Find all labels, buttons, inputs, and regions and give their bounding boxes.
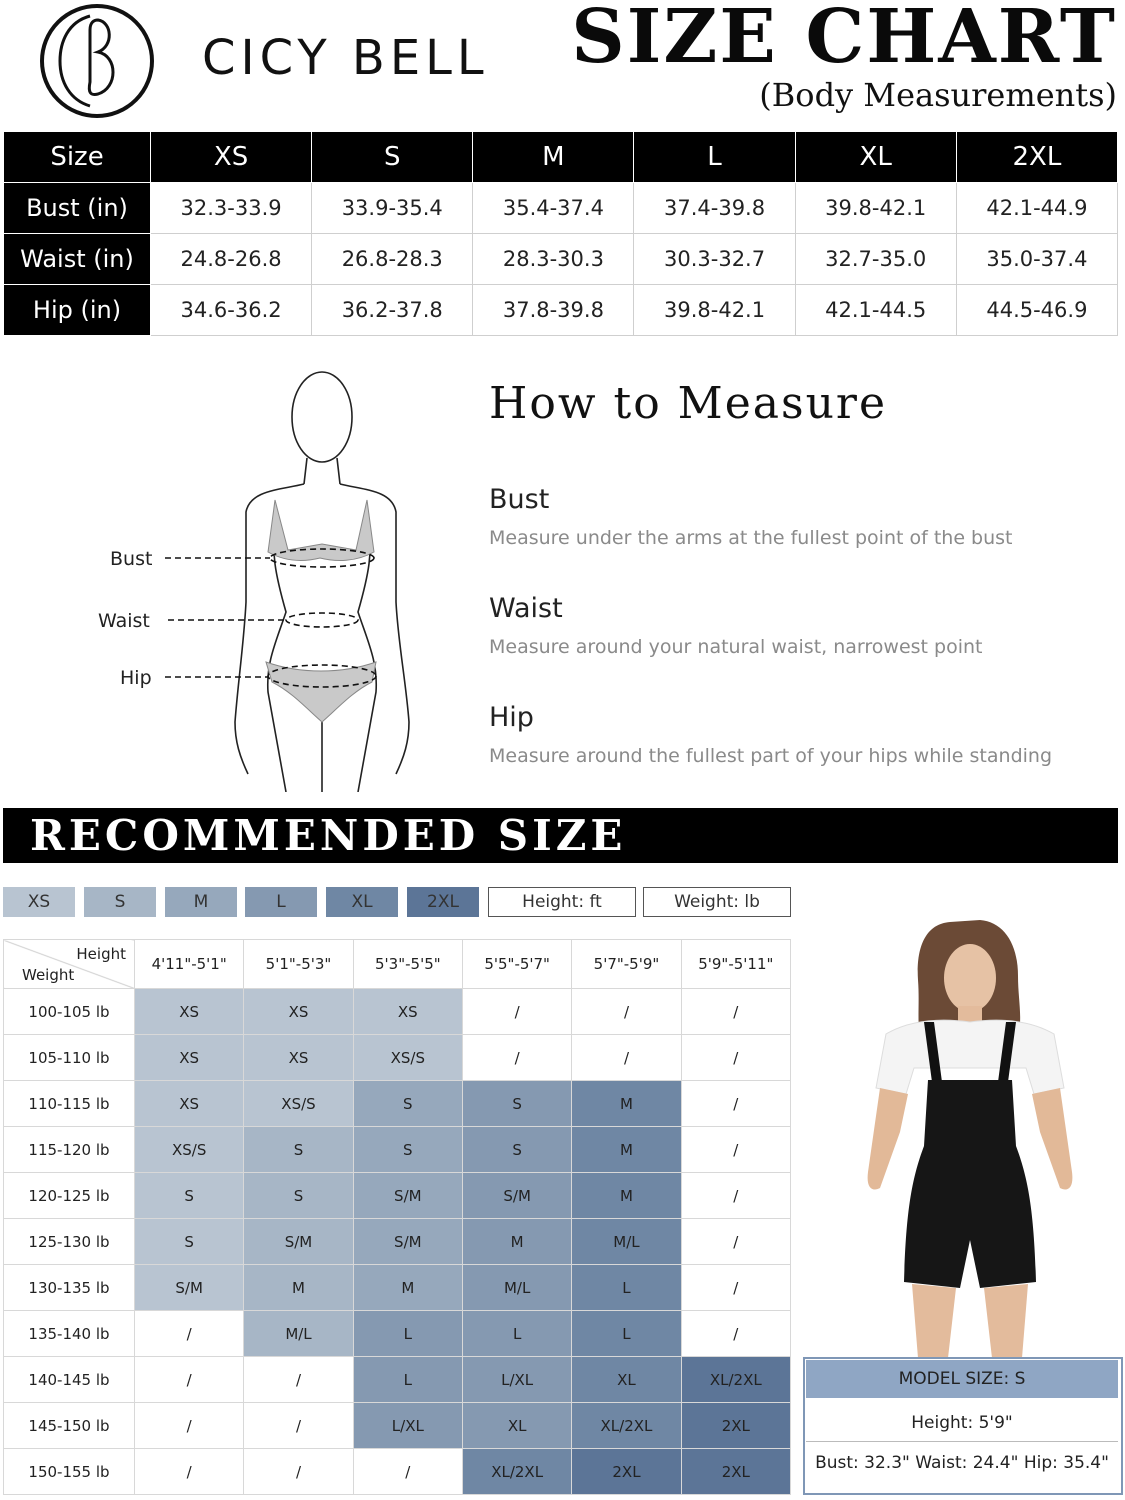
model-face [944,944,996,1012]
size-cell: XS [135,1081,244,1127]
size-cell: XS [135,989,244,1035]
corner-height-label: Height [76,945,126,963]
size-cell: XL [462,1403,571,1449]
table-row [4,234,1118,285]
size-cell: / [135,1449,244,1495]
size-cell: L [572,1311,681,1357]
table-cell: 35.0-37.4 [956,234,1117,285]
table-cell: 24.8-26.8 [151,234,312,285]
waist-heading: Waist [489,593,563,624]
size-cell: / [462,1035,571,1081]
size-cell: XL/2XL [681,1357,790,1403]
height-header: 5'3"-5'5" [353,940,462,989]
table-cell: 37.8-39.8 [473,285,634,336]
legend-height-unit: Height: ft [488,887,636,917]
size-cell: / [244,1449,353,1495]
size-cell: / [462,989,571,1035]
figure-label-hip: Hip [120,667,152,689]
weight-label: 140-145 lb [4,1357,135,1403]
size-cell: 2XL [681,1449,790,1495]
size-cell: S [135,1173,244,1219]
size-cell: M [462,1219,571,1265]
size-cell: L [353,1357,462,1403]
bust-heading: Bust [489,484,550,515]
size-cell: / [681,1127,790,1173]
height-header: 5'9"-5'11" [681,940,790,989]
size-cell: L [462,1311,571,1357]
height-header: 5'5"-5'7" [462,940,571,989]
legend-weight-unit: Weight: lb [643,887,791,917]
size-header-cell: 2XL [956,132,1117,183]
table-cell: 30.3-32.7 [634,234,795,285]
size-cell: / [353,1449,462,1495]
legend-2xl: 2XL [407,887,479,917]
table-row [4,285,1118,336]
legend-m: M [165,887,237,917]
corner-cell [4,940,135,989]
model-size-label: MODEL SIZE: S [806,1360,1118,1398]
model-divider [806,1441,1118,1442]
weight-label: 150-155 lb [4,1449,135,1495]
row-label: Hip (in) [4,285,151,336]
how-to-measure-title: How to Measure [489,378,887,429]
recommended-title: RECOMMENDED SIZE [30,811,627,860]
size-cell: / [681,1081,790,1127]
model-photo [820,910,1120,1360]
size-header-cell: XS [151,132,312,183]
table-row [4,1265,791,1311]
size-chart-table [3,131,1118,336]
size-cell: M/L [572,1219,681,1265]
table-cell: 44.5-46.9 [956,285,1117,336]
weight-label: 125-130 lb [4,1219,135,1265]
table-row [4,1403,791,1449]
table-row [4,1449,791,1495]
size-cell: S [135,1219,244,1265]
table-cell: 26.8-28.3 [312,234,473,285]
row-label: Waist (in) [4,234,151,285]
corner-weight-label: Weight [22,966,75,984]
size-header-cell: Size [4,132,151,183]
table-row [4,183,1118,234]
size-cell: / [135,1357,244,1403]
size-cell: M [572,1173,681,1219]
size-header-cell: M [473,132,634,183]
size-cell: L/XL [353,1403,462,1449]
body-measure-figure [90,362,430,792]
size-cell: XL/2XL [572,1403,681,1449]
size-cell: / [681,989,790,1035]
table-row [4,1357,791,1403]
height-header-row [4,940,791,989]
size-chart-header-row [4,132,1118,183]
table-cell: 42.1-44.9 [956,183,1117,234]
size-header-cell: XL [795,132,956,183]
figure-label-bust: Bust [110,548,153,570]
model-measurements: Bust: 32.3" Waist: 24.4" Hip: 35.4" [815,1453,1109,1473]
table-cell: 39.8-42.1 [634,285,795,336]
size-header-cell: L [634,132,795,183]
size-cell: M [244,1265,353,1311]
size-cell: XS/S [244,1081,353,1127]
recommended-size-table [3,939,791,1495]
weight-label: 105-110 lb [4,1035,135,1081]
hip-heading: Hip [489,702,534,733]
size-cell: S [244,1173,353,1219]
size-cell: M/L [244,1311,353,1357]
waist-description: Measure around your natural waist, narrowest point [489,636,983,658]
size-cell: S [244,1127,353,1173]
size-cell: / [135,1311,244,1357]
figure-bikini [266,662,376,722]
size-cell: S/M [244,1219,353,1265]
size-cell: S [353,1127,462,1173]
height-header: 5'7"-5'9" [572,940,681,989]
legend-xl: XL [326,887,398,917]
height-header: 5'1"-5'3" [244,940,353,989]
weight-label: 110-115 lb [4,1081,135,1127]
table-row [4,1219,791,1265]
size-cell: XL/2XL [462,1449,571,1495]
size-cell: XL [572,1357,681,1403]
size-cell: / [681,1035,790,1081]
table-cell: 34.6-36.2 [151,285,312,336]
size-cell: S/M [353,1219,462,1265]
table-cell: 28.3-30.3 [473,234,634,285]
brand-name: CICY BELL [202,30,489,86]
legend-xs: XS [3,887,75,917]
table-cell: 37.4-39.8 [634,183,795,234]
size-cell: XS [244,989,353,1035]
size-cell: S [353,1081,462,1127]
size-cell: S [462,1081,571,1127]
size-cell: / [681,1265,790,1311]
model-legs [912,1284,1028,1358]
size-cell: XS/S [135,1127,244,1173]
weight-label: 100-105 lb [4,989,135,1035]
size-cell: S/M [353,1173,462,1219]
table-cell: 42.1-44.5 [795,285,956,336]
size-cell: 2XL [681,1403,790,1449]
weight-label: 120-125 lb [4,1173,135,1219]
size-cell: XS/S [353,1035,462,1081]
size-cell: XS [135,1035,244,1081]
bust-description: Measure under the arms at the fullest point of the bust [489,527,1013,549]
weight-label: 130-135 lb [4,1265,135,1311]
row-label: Bust (in) [4,183,151,234]
table-row [4,1035,791,1081]
table-cell: 33.9-35.4 [312,183,473,234]
size-cell: S [462,1127,571,1173]
size-header-cell: S [312,132,473,183]
size-cell: 2XL [572,1449,681,1495]
weight-label: 145-150 lb [4,1403,135,1449]
page-subtitle: (Body Measurements) [759,76,1117,114]
size-cell: / [681,1173,790,1219]
brand-logo-icon [38,2,156,120]
model-height: Height: 5'9" [911,1413,1013,1433]
size-cell: M [353,1265,462,1311]
legend-l: L [245,887,317,917]
table-row [4,1081,791,1127]
page-title: SIZE CHART [571,0,1117,80]
size-cell: L [572,1265,681,1311]
table-cell: 32.3-33.9 [151,183,312,234]
size-cell: L/XL [462,1357,571,1403]
size-cell: / [681,1311,790,1357]
size-cell: / [681,1219,790,1265]
figure-head [292,372,352,462]
size-cell: XS [244,1035,353,1081]
size-cell: M [572,1081,681,1127]
waist-line [286,613,358,627]
table-cell: 32.7-35.0 [795,234,956,285]
table-row [4,1173,791,1219]
size-cell: / [572,1035,681,1081]
recommended-size-rows [4,989,791,1495]
hip-description: Measure around the fullest part of your hips while standing [489,745,1053,767]
size-cell: / [244,1357,353,1403]
weight-label: 135-140 lb [4,1311,135,1357]
model-overalls [904,1080,1036,1288]
size-cell: L [353,1311,462,1357]
height-header: 4'11"-5'1" [135,940,244,989]
table-row [4,989,791,1035]
size-cell: S/M [462,1173,571,1219]
table-cell: 36.2-37.8 [312,285,473,336]
size-cell: / [572,989,681,1035]
weight-label: 115-120 lb [4,1127,135,1173]
table-row [4,1311,791,1357]
size-cell: / [244,1403,353,1449]
legend-s: S [84,887,156,917]
size-cell: / [135,1403,244,1449]
size-cell: S/M [135,1265,244,1311]
table-cell: 39.8-42.1 [795,183,956,234]
size-cell: XS [353,989,462,1035]
size-cell: M [572,1127,681,1173]
table-row [4,1127,791,1173]
size-cell: M/L [462,1265,571,1311]
table-cell: 35.4-37.4 [473,183,634,234]
figure-label-waist: Waist [98,610,150,632]
